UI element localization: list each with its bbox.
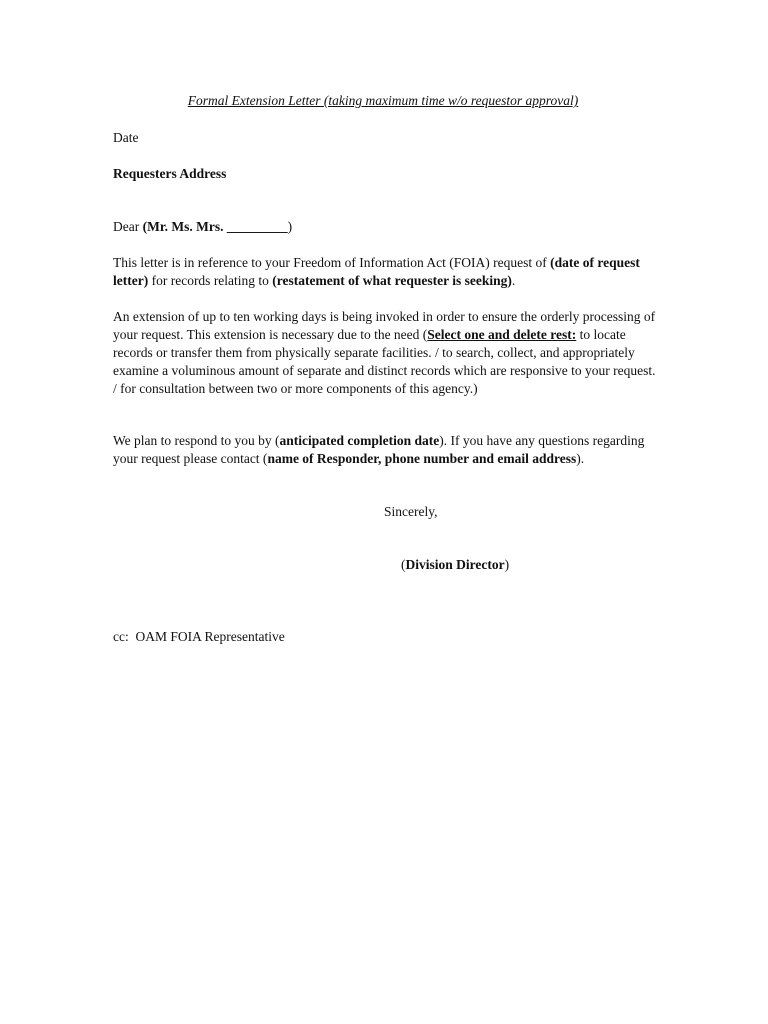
salutation-placeholder: (Mr. Ms. Mrs. _________ bbox=[142, 219, 288, 234]
salutation-close: ) bbox=[287, 219, 293, 234]
paragraph-extension bbox=[113, 308, 658, 398]
cc-line: cc: OAM FOIA Representative bbox=[113, 629, 285, 644]
signature-line bbox=[401, 557, 509, 573]
salutation-dear: Dear bbox=[113, 219, 143, 234]
p1-date-placeholder: (date of request letter) bbox=[113, 255, 640, 288]
p3-contact-placeholder: name of Responder, phone number and email address bbox=[267, 451, 577, 466]
p3-text-3: ). bbox=[576, 451, 585, 466]
p1-text-1: This letter is in reference to your Freedom of Information Act (FOIA) request of bbox=[113, 255, 551, 270]
p3-completion-date-placeholder: anticipated completion date bbox=[279, 433, 440, 448]
signature-title: Division Director bbox=[405, 557, 505, 572]
salutation bbox=[113, 218, 658, 236]
paragraph-reference bbox=[113, 254, 658, 290]
signature-close: ) bbox=[504, 557, 510, 572]
closing: Sincerely, bbox=[384, 504, 438, 519]
p3-text-2: ). If you have any questions regarding your request please contact ( bbox=[113, 433, 645, 466]
p1-text-2: for records relating to bbox=[148, 273, 273, 288]
signature-open: ( bbox=[401, 557, 406, 572]
date-label: Date bbox=[113, 130, 139, 145]
p2-select-instruction: Select one and delete rest: bbox=[427, 327, 577, 342]
p2-text-1: An extension of up to ten working days is being invoked in order to ensure the orderly processing of your request. This extension is necessary due to the need ( bbox=[113, 309, 656, 342]
p3-text-1: We plan to respond to you by ( bbox=[113, 433, 280, 448]
p1-restatement-placeholder: (restatement of what requester is seeking) bbox=[272, 273, 512, 288]
letter-title: Formal Extension Letter (taking maximum time w/o requestor approval) bbox=[187, 93, 579, 108]
paragraph-response-plan bbox=[113, 432, 658, 468]
requester-address-label: Requesters Address bbox=[113, 166, 227, 181]
p1-text-3: . bbox=[511, 273, 516, 288]
p2-text-2: to locate records or transfer them from physically separate facilities. / to search, collect, and appropriately examine a voluminous amount of separate and distinct records which are responsive to your request. / for consultation between two or more components of this agency.) bbox=[113, 327, 656, 396]
